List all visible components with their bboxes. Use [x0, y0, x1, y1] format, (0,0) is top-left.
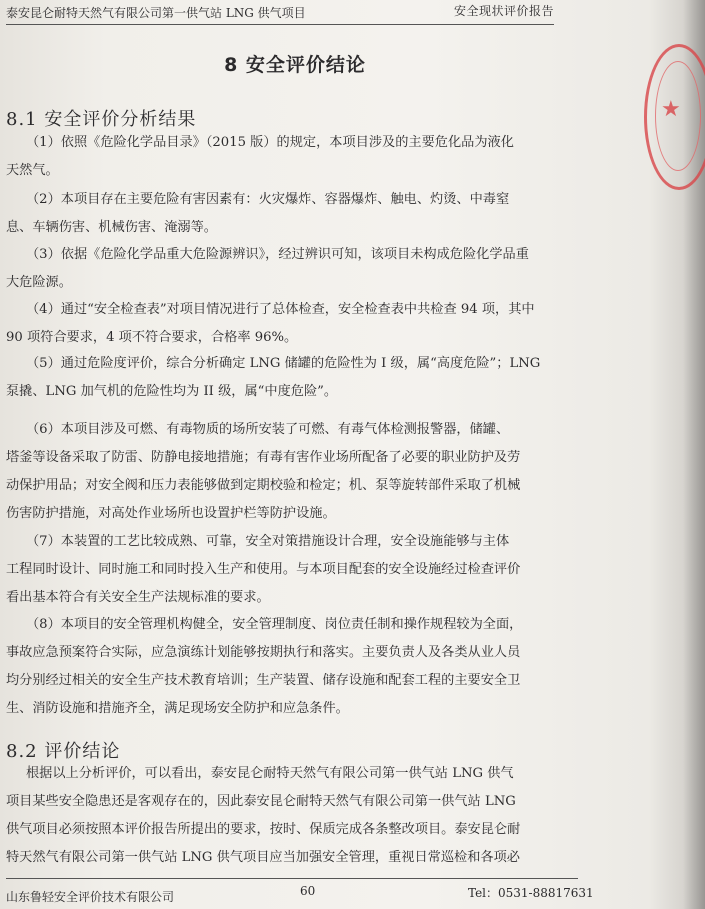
- paragraph: [0, 296, 580, 352]
- paragraph-line: 看出基本符合有关安全生产法规标准的要求。: [6, 590, 270, 605]
- header-report-title: 安全现状评价报告: [453, 4, 554, 18]
- paragraph-line: 90 项符合要求，4 项不符合要求，合格率 96%。: [6, 330, 298, 345]
- footer-page-number: 60: [300, 884, 316, 898]
- paragraph-line: 大危险源。: [6, 275, 72, 290]
- footer-company: 山东鲁轻安全评价技术有限公司: [6, 890, 175, 904]
- paragraph-line: （6）本项目涉及可燃、有毒物质的场所安装了可燃、有毒气体检测报警器，储罐、: [26, 422, 510, 437]
- paragraph: [0, 760, 580, 872]
- paragraph-line: 塔釜等设备采取了防雷、防静电接地措施；有毒有害作业场所配备了必要的职业防护及劳: [6, 450, 521, 465]
- paragraph: [0, 611, 580, 723]
- paragraph-line: 生、消防设施和措施齐全，满足现场安全防护和应急条件。: [6, 701, 349, 716]
- paragraph-line: 工程同时设计、同时施工和同时投入生产和使用。与本项目配套的安全设施经过检查评价: [6, 562, 521, 577]
- seal-star-icon: ★: [661, 97, 681, 122]
- header-project-name: 泰安昆仑耐特天然气有限公司第一供气站 LNG 供气项目: [6, 6, 306, 20]
- footer-rule: [6, 878, 578, 879]
- paragraph-line: （3）依据《危险化学品重大危险源辨识》，经过辨识可知，该项目未构成危险化学品重: [26, 247, 529, 262]
- red-seal-stamp: [644, 44, 705, 190]
- paragraph-line: 伤害防护措施，对高处作业场所也设置护栏等防护设施。: [6, 506, 336, 521]
- paragraph-line: 项目某些安全隐患还是客观存在的，因此泰安昆仑耐特天然气有限公司第一供气站 LNG: [6, 794, 516, 809]
- paragraph: [0, 350, 580, 406]
- paragraph-line: 均分别经过相关的安全生产技术教育培训；生产装置、储存设施和配套工程的主要安全卫: [6, 673, 521, 688]
- paragraph-line: （7）本装置的工艺比较成熟、可靠，安全对策措施设计合理，安全设施能够与主体: [26, 534, 510, 549]
- footer-tel: Tel：0531-88817631: [468, 886, 594, 900]
- page-header: [6, 0, 554, 25]
- paragraph-line: 息、车辆伤害、机械伤害、淹溺等。: [6, 220, 217, 235]
- paragraph-line: 天然气。: [6, 163, 59, 178]
- paragraph-line: （2）本项目存在主要危险有害因素有：火灾爆炸、容器爆炸、触电、灼烫、中毒窒: [26, 192, 510, 207]
- paragraph: [0, 186, 580, 242]
- paragraph-line: （8）本项目的安全管理机构健全，安全管理制度、岗位责任制和操作规程较为全面，: [26, 617, 523, 632]
- paragraph: [0, 416, 580, 528]
- paragraph-line: 供气项目必须按照本评价报告所提出的要求，按时、保质完成各条整改项目。泰安昆仑耐: [6, 822, 521, 837]
- paragraph-line: 根据以上分析评价，可以看出，泰安昆仑耐特天然气有限公司第一供气站 LNG 供气: [26, 766, 514, 781]
- paragraph-line: 特天然气有限公司第一供气站 LNG 供气项目应当加强安全管理，重视日常巡检和各项必: [6, 850, 520, 865]
- paragraph-line: 事故应急预案符合实际，应急演练计划能够按期执行和落实。主要负责人及各类从业人员: [6, 645, 521, 660]
- paragraph-line: 动保护用品；对安全阀和压力表能够做到定期校验和检定；机、泵等旋转部件采取了机械: [6, 478, 521, 493]
- paragraph: [0, 241, 580, 297]
- paragraph-line: （1）依照《危险化学品目录》（2015 版）的规定，本项目涉及的主要危化品为液化: [26, 135, 514, 150]
- paragraph-line: （5）通过危险度评价，综合分析确定 LNG 储罐的危险性为 I 级，属“高度危险”；LNG: [26, 356, 541, 371]
- paragraph-line: 泵撬、LNG 加气机的危险性均为 II 级，属“中度危险”。: [6, 384, 338, 399]
- paragraph: [0, 528, 580, 612]
- paragraph-line: （4）通过“安全检查表”对项目情况进行了总体检查，安全检查表中共检查 94 项，其中: [26, 302, 535, 317]
- paragraph: [0, 129, 580, 185]
- section-8-1-title: 8.1 安全评价分析结果: [6, 109, 197, 130]
- section-8-2-title: 8.2 评价结论: [6, 741, 121, 762]
- chapter-title: 8 安全评价结论: [224, 54, 366, 76]
